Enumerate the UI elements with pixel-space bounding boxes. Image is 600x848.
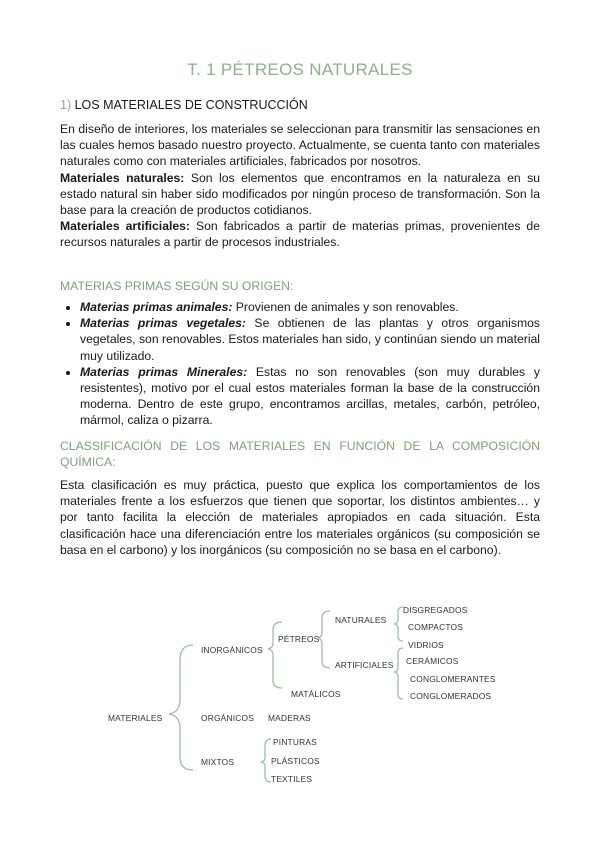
section-number: 1) xyxy=(60,98,72,112)
diagram-maderas-label: MADERAS xyxy=(268,713,311,723)
item-text: Se obtienen de las plantas y otros organismos vegetales, son renovables. Estos materiales han sido, y continúan siendo un material muy utilizado. xyxy=(80,316,541,363)
diagram-organicos-label: ORGÁNICOS xyxy=(201,713,254,723)
item-term: Materias primas vegetales: xyxy=(80,316,246,331)
diagram-conglomerados-label: CONGLOMERADOS xyxy=(410,691,492,701)
artificiales-text: Son fabricados a partir de materias primas, provenientes de recursos naturales a partir de procesos industriales. xyxy=(60,219,540,250)
item-text: Estas no son renovables (son muy durables y resistentes), motivo por el cual estos materiales forman la base de la construcción moderna. Dentro de este grupo, encontramos arcillas, metales, carbón, petróleo, mármol, caliza o pizarra. xyxy=(80,364,540,428)
diagram-mixtos-label: MIXTOS xyxy=(201,757,235,767)
item-term: Materias primas Minerales: xyxy=(80,364,248,379)
artificiales-term: Materiales artificiales: xyxy=(60,219,190,234)
clasif-paragraph: Esta clasificación es muy práctica, puesto que explica los comportamientos de los materiales frente a los esfuerzos que tienen que soportar, los distintos ambientes… y por tanto facilita la elección de materiales apropiados en cada situación. Esta clasificación hace una diferenciación entre los materiales orgánicos (su composición se basa en el carbono) y los inorgánicos (su composición no se basa en el carbono). xyxy=(60,478,540,557)
naturales-brace xyxy=(395,607,403,641)
naturales-term: Materiales naturales: xyxy=(60,170,185,185)
item-term: Materias primas animales: xyxy=(80,300,233,314)
diagram-textiles-label: TEXTILES xyxy=(271,774,313,784)
diagram-ceramicos-label: CERÁMICOS xyxy=(406,656,459,666)
diagram-petreos-label: PÉTREOS xyxy=(278,634,320,644)
main-brace xyxy=(169,645,193,770)
artificiales-brace xyxy=(395,648,403,699)
clasif-heading: CLASSIFICACIÓN DE LOS MATERIALES EN FUNCIÓN DE LA COMPOSICIÓN QUÍMICA: xyxy=(60,439,540,470)
diagram-inorganicos-label: INORGÁNICOS xyxy=(201,645,263,655)
diagram-plasticos-label: PLÁSTICOS xyxy=(271,756,320,766)
page-title: T. 1 PÉTREOS NATURALES xyxy=(187,60,413,79)
mixtos-brace xyxy=(261,739,271,782)
item-text: Provienen de animales y son renovables. xyxy=(232,300,459,314)
diagram-pinturas-label: PINTURAS xyxy=(273,737,317,747)
diagram-artificiales-label: ARTIFICIALES xyxy=(335,660,394,670)
inorganicos-brace xyxy=(268,622,282,688)
naturales-text: Son los elementos que encontramos en la naturaleza en su estado natural sin haber sido modificados por ningún proceso de transformación. Son la base para la creación de productos cotidianos. xyxy=(60,170,540,218)
section-title: LOS MATERIALES DE CONSTRUCCIÓN xyxy=(74,98,308,112)
diagram-metalicos-label: MATÁLICOS xyxy=(291,689,341,699)
diagram-vidrios-label: VIDRIOS xyxy=(408,640,444,650)
diagram-disgregados-label: DISGREGADOS xyxy=(403,605,468,615)
origen-heading: MATERIAS PRIMAS SEGÚN SU ORIGEN: xyxy=(60,279,294,293)
diagram-conglomerantes-label: CONGLOMERANTES xyxy=(410,674,496,684)
petreos-brace xyxy=(318,611,330,668)
intro-paragraph: En diseño de interiores, los materiales se seleccionan para transmitir las sensaciones en las cuales hemos basado nuestro proyecto. Actualmente, se cuenta tanto con materiales naturales como con materiales artificiales, fabricados por nosotros. xyxy=(60,122,540,169)
diagram-naturales-label: NATURALES xyxy=(335,615,387,625)
diagram-compactos-label: COMPACTOS xyxy=(408,622,464,632)
diagram-root-label: MATERIALES xyxy=(108,713,163,723)
